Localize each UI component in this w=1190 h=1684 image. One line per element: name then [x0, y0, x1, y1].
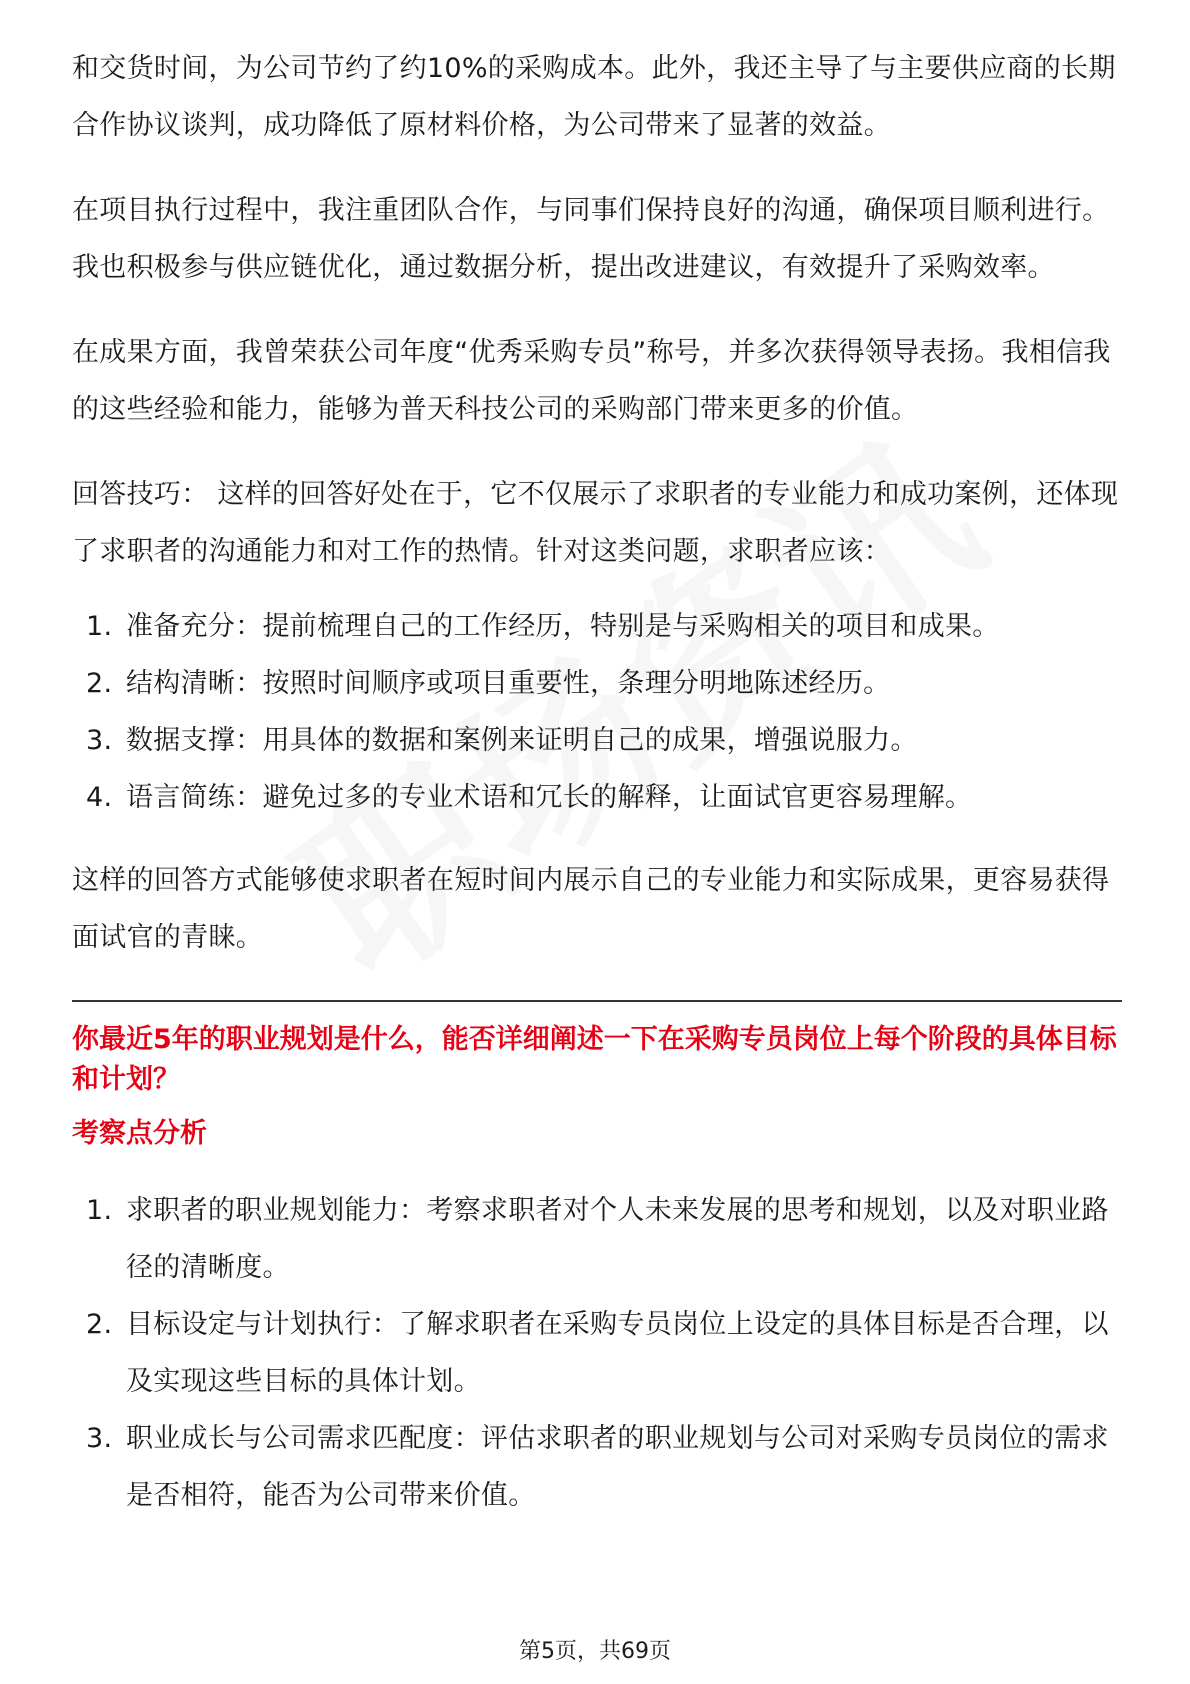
list-item: [72, 712, 1122, 769]
paragraph-answer-tips-intro: 回答技巧： 这样的回答好处在于，它不仅展示了求职者的专业能力和成功案例，还体现了求职者的沟通能力和对工作的热情。针对这类问题，求职者应该：: [72, 479, 1119, 567]
list-item-text: 求职者的职业规划能力：考察求职者对个人未来发展的思考和规划，以及对职业路径的清晰度。: [126, 1195, 1109, 1283]
list-number: 3.: [86, 1423, 113, 1454]
list-item: [72, 1410, 1122, 1524]
paragraph-closing: 这样的回答方式能够使求职者在短时间内展示自己的专业能力和实际成果，更容易获得面试官的青睐。: [72, 865, 1110, 953]
list-number: 1.: [86, 1195, 113, 1226]
list-item: [72, 655, 1122, 712]
list-item-text: 语言简练：避免过多的专业术语和冗长的解释，让面试官更容易理解。: [126, 782, 973, 813]
list-item: [72, 1182, 1122, 1296]
list-item-text: 数据支撑：用具体的数据和案例来证明自己的成果，增强说服力。: [126, 725, 918, 756]
list-item: [72, 769, 1122, 826]
list-item: [72, 1296, 1122, 1410]
document-page: [72, 40, 1122, 1544]
interview-question: 你最近5年的职业规划是什么，能否详细阐述一下在采购专员岗位上每个阶段的具体目标和计划？: [72, 1024, 1117, 1095]
paragraph-teamwork: 在项目执行过程中，我注重团队合作，与同事们保持良好的沟通，确保项目顺利进行。我也积极参与供应链优化，通过数据分析，提出改进建议，有效提升了采购效率。: [72, 195, 1110, 283]
list-number: 3.: [86, 725, 113, 756]
analysis-heading: 考察点分析: [72, 1118, 207, 1149]
analysis-list: [72, 1182, 1122, 1524]
list-item-text: 准备充分：提前梳理自己的工作经历，特别是与采购相关的项目和成果。: [126, 611, 1000, 642]
list-item-text: 目标设定与计划执行：了解求职者在采购专员岗位上设定的具体目标是否合理，以及实现这些目标的具体计划。: [126, 1309, 1109, 1397]
list-item: [72, 598, 1122, 655]
tips-list: [72, 598, 1122, 826]
list-number: 2.: [86, 668, 113, 699]
list-number: 2.: [86, 1309, 113, 1340]
paragraph-achievements: 在成果方面，我曾荣获公司年度“优秀采购专员”称号，并多次获得领导表扬。我相信我的这些经验和能力，能够为普天科技公司的采购部门带来更多的价值。: [72, 337, 1111, 425]
page-footer: 第5页，共69页: [519, 1639, 671, 1664]
paragraph-cost-savings: 和交货时间，为公司节约了约10%的采购成本。此外，我还主导了与主要供应商的长期合作协议谈判，成功降低了原材料价格，为公司带来了显著的效益。: [72, 53, 1116, 141]
list-number: 1.: [86, 611, 113, 642]
section-divider: [72, 1000, 1122, 1002]
list-item-text: 职业成长与公司需求匹配度：评估求职者的职业规划与公司对采购专员岗位的需求是否相符，能否为公司带来价值。: [126, 1423, 1109, 1511]
list-item-text: 结构清晰：按照时间顺序或项目重要性，条理分明地陈述经历。: [126, 668, 891, 699]
list-number: 4.: [86, 782, 113, 813]
